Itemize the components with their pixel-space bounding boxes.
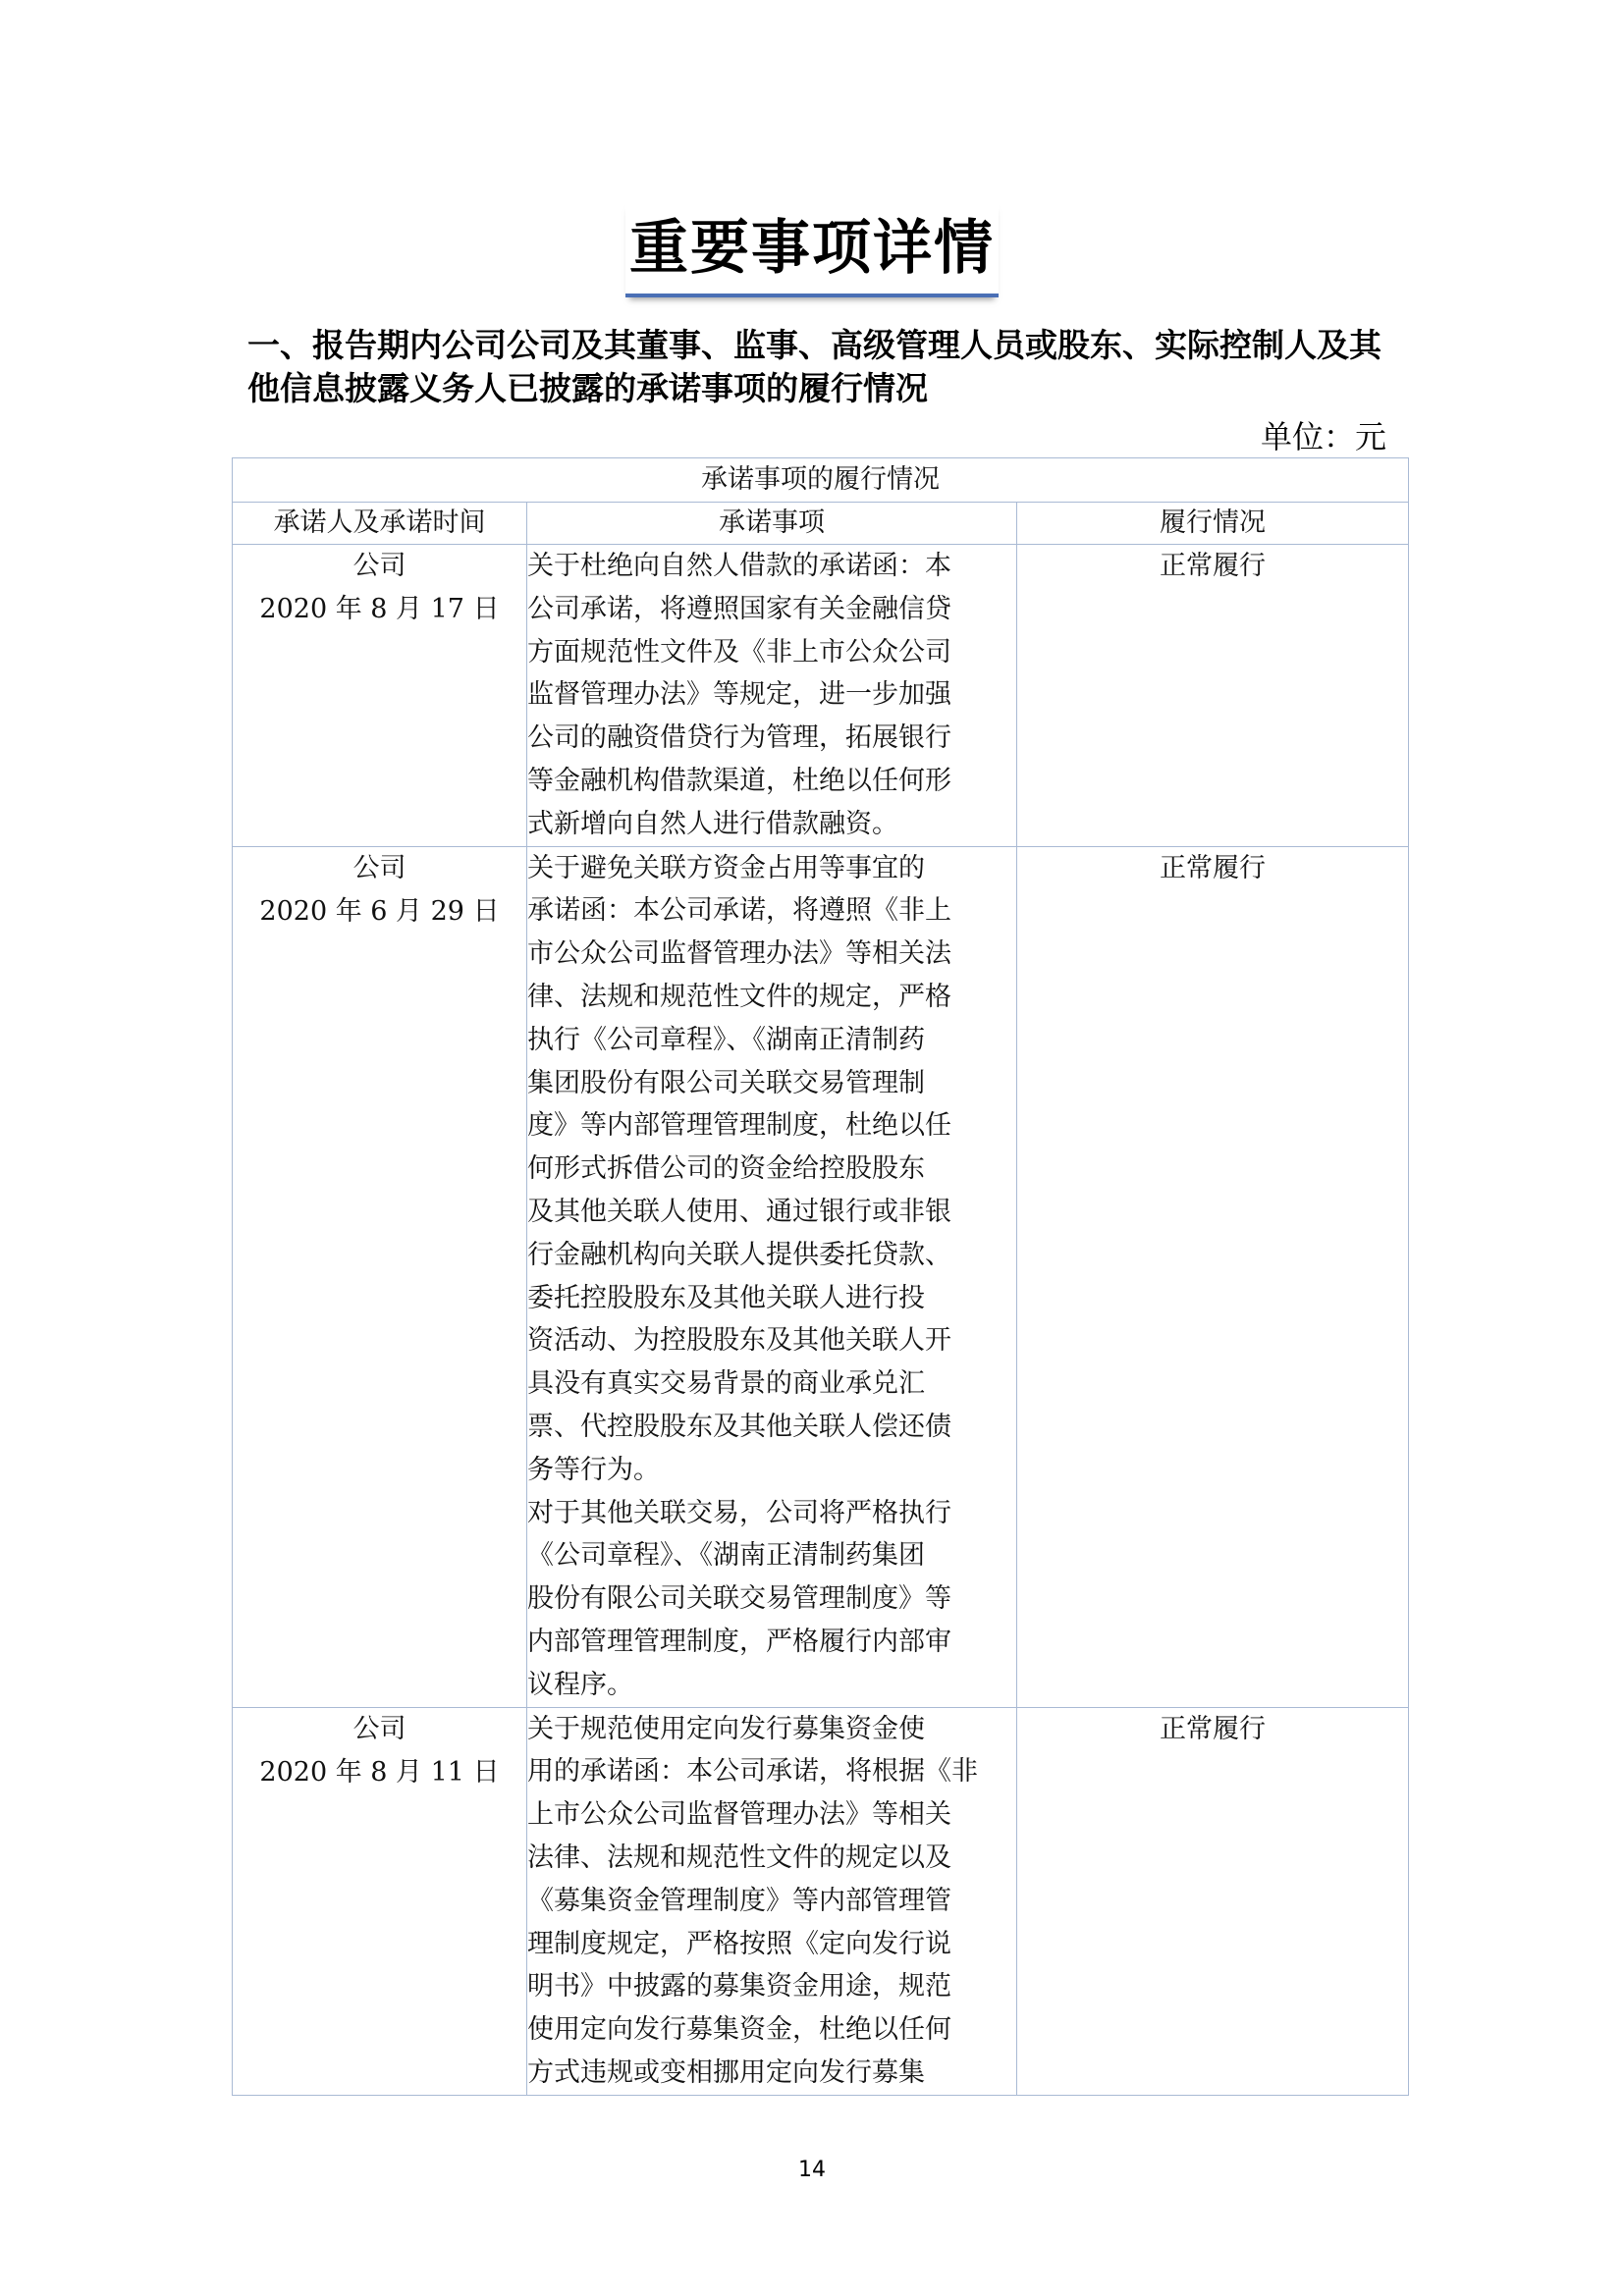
- commitment-line: 式新增向自然人进行借款融资。: [527, 808, 898, 839]
- promisor-name: 公司: [352, 1713, 406, 1744]
- commitment-line: 议程序。: [527, 1669, 633, 1700]
- header-commitment: 承诺事项: [527, 503, 1017, 545]
- status-cell: 正常履行: [1017, 545, 1409, 847]
- commitment-line: 理制度规定，严格按照《定向发行说: [527, 1928, 951, 1959]
- page-number: 14: [798, 2158, 826, 2182]
- commitment-line: 关于避免关联方资金占用等事宜的: [527, 852, 925, 883]
- status-cell: 正常履行: [1017, 1707, 1409, 2095]
- commitment-line: 律、法规和规范性文件的规定，严格: [527, 981, 951, 1012]
- promisor-cell: [233, 1707, 527, 2095]
- section-heading: 一、报告期内公司公司及其董事、监事、高级管理人员或股东、实际控制人及其他信息披露义务人已披露的承诺事项的履行情况: [247, 326, 1381, 407]
- commitment-line: 执行《公司章程》、《湖南正清制药: [527, 1024, 925, 1055]
- commitment-line: 股份有限公司关联交易管理制度》等: [527, 1583, 951, 1615]
- promisor-name: 公司: [352, 852, 406, 883]
- commitment-cell: [527, 1707, 1017, 2095]
- commitment-line: 度》等内部管理管理制度，杜绝以任: [527, 1110, 951, 1142]
- commitment-line: 关于规范使用定向发行募集资金使: [527, 1713, 925, 1744]
- commitment-line: 《募集资金管理制度》等内部管理管: [527, 1885, 951, 1916]
- table-row: [233, 545, 1409, 847]
- promisor-cell: [233, 846, 527, 1707]
- table-caption: 承诺事项的履行情况: [233, 458, 1409, 503]
- commitment-cell: [527, 846, 1017, 1707]
- commitment-line: 等金融机构借款渠道，杜绝以任何形: [527, 765, 951, 796]
- header-promisor: 承诺人及承诺时间: [233, 503, 527, 545]
- page-title: 重要事项详情: [0, 201, 1624, 297]
- promisor-name: 公司: [352, 551, 406, 581]
- commitment-line: 公司承诺，将遵照国家有关金融信贷: [527, 593, 951, 624]
- commitment-line: 方面规范性文件及《非上市公众公司: [527, 636, 951, 667]
- commitment-line: 何形式拆借公司的资金给控股股东: [527, 1153, 925, 1185]
- table-row: [233, 846, 1409, 1707]
- commitment-line: 内部管理管理制度，严格履行内部审: [527, 1626, 951, 1657]
- commitment-line: 及其他关联人使用、通过银行或非银: [527, 1196, 951, 1227]
- commitment-line: 上市公众公司监督管理办法》等相关: [527, 1799, 951, 1831]
- commitment-line: 委托控股股东及其他关联人进行投: [527, 1282, 925, 1313]
- commitment-line: 关于杜绝向自然人借款的承诺函：本: [527, 551, 951, 581]
- commitment-line: 务等行为。: [527, 1454, 660, 1485]
- commitment-line: 集团股份有限公司关联交易管理制: [527, 1067, 925, 1098]
- promisor-cell: [233, 545, 527, 847]
- commitment-line: 具没有真实交易背景的商业承兑汇: [527, 1368, 925, 1400]
- promise-date: 2020 年 8 月 11 日: [259, 1756, 500, 1788]
- commitment-line: 对于其他关联交易，公司将严格执行: [527, 1497, 951, 1528]
- promise-date: 2020 年 6 月 29 日: [259, 895, 500, 927]
- commitment-line: 法律、法规和规范性文件的规定以及: [527, 1842, 951, 1873]
- commitment-line: 公司的融资借贷行为管理，拓展银行: [527, 722, 951, 754]
- unit-label: 单位：元: [1260, 418, 1386, 455]
- commitment-cell: [527, 545, 1017, 847]
- commitment-line: 承诺函：本公司承诺，将遵照《非上: [527, 895, 951, 927]
- commitment-table: [232, 457, 1409, 2096]
- commitment-line: 市公众公司监督管理办法》等相关法: [527, 938, 951, 970]
- commitment-line: 明书》中披露的募集资金用途，规范: [527, 1971, 951, 2002]
- header-status: 履行情况: [1017, 503, 1409, 545]
- commitment-line: 行金融机构向关联人提供委托贷款、: [527, 1239, 951, 1270]
- commitment-line: 使用定向发行募集资金，杜绝以任何: [527, 2014, 951, 2046]
- table-row: [233, 1707, 1409, 2095]
- commitment-line: 资活动、为控股股东及其他关联人开: [527, 1325, 951, 1357]
- commitment-line: 监督管理办法》等规定，进一步加强: [527, 679, 951, 711]
- commitment-line: 票、代控股股东及其他关联人偿还债: [527, 1411, 951, 1442]
- commitment-line: 《公司章程》、《湖南正清制药集团: [527, 1540, 925, 1572]
- commitment-line: 方式违规或变相挪用定向发行募集: [527, 2056, 925, 2088]
- status-cell: 正常履行: [1017, 846, 1409, 1707]
- promise-date: 2020 年 8 月 17 日: [259, 594, 500, 624]
- commitment-line: 用的承诺函：本公司承诺，将根据《非: [527, 1756, 978, 1788]
